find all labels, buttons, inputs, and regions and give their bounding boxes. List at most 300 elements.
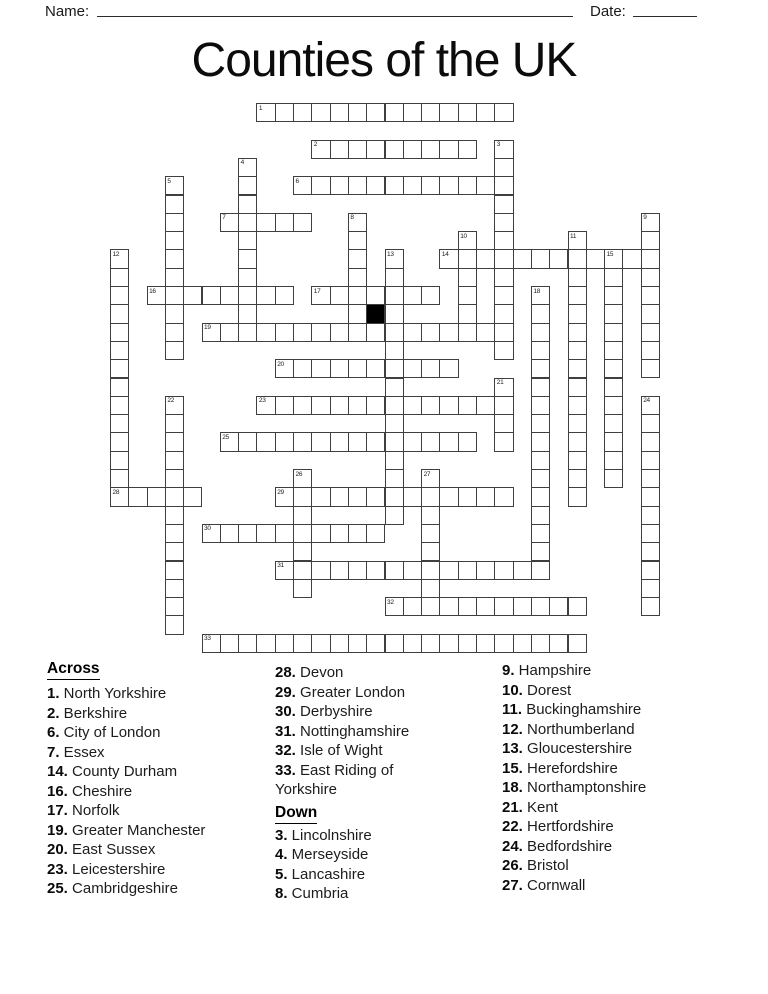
grid-cell[interactable] (421, 103, 440, 122)
grid-cell[interactable] (421, 359, 440, 378)
grid-cell[interactable] (110, 341, 129, 360)
grid-cell[interactable] (256, 213, 275, 232)
grid-cell[interactable] (568, 249, 587, 268)
grid-cell[interactable] (385, 487, 404, 506)
grid-cell[interactable] (385, 323, 404, 342)
grid-cell[interactable] (476, 103, 495, 122)
grid-cell[interactable] (531, 414, 550, 433)
grid-cell[interactable] (110, 323, 129, 342)
grid-cell[interactable] (439, 561, 458, 580)
grid-cell[interactable] (513, 634, 532, 653)
grid-cell[interactable] (421, 506, 440, 525)
grid-cell[interactable] (531, 487, 550, 506)
grid-cell[interactable] (403, 140, 422, 159)
grid-cell[interactable] (275, 432, 294, 451)
grid-cell[interactable] (439, 487, 458, 506)
grid-cell[interactable] (568, 432, 587, 451)
grid-cell[interactable] (476, 249, 495, 268)
grid-cell[interactable] (348, 487, 367, 506)
grid-cell[interactable] (110, 469, 129, 488)
grid-cell[interactable] (275, 323, 294, 342)
grid-cell[interactable] (458, 323, 477, 342)
grid-cell[interactable] (238, 524, 257, 543)
grid-cell[interactable] (604, 341, 623, 360)
grid-cell[interactable] (348, 561, 367, 580)
grid-cell[interactable] (275, 634, 294, 653)
grid-cell[interactable] (421, 597, 440, 616)
grid-cell[interactable] (641, 542, 660, 561)
grid-cell[interactable] (604, 469, 623, 488)
grid-cell[interactable] (202, 634, 221, 653)
grid-cell[interactable] (366, 176, 385, 195)
grid-cell[interactable] (256, 286, 275, 305)
grid-cell[interactable] (256, 524, 275, 543)
grid-cell[interactable] (604, 286, 623, 305)
grid-cell[interactable] (293, 323, 312, 342)
grid-cell[interactable] (385, 414, 404, 433)
grid-cell[interactable] (293, 396, 312, 415)
grid-cell[interactable] (458, 268, 477, 287)
grid-cell[interactable] (238, 432, 257, 451)
grid-cell[interactable] (403, 359, 422, 378)
grid-cell[interactable] (641, 506, 660, 525)
grid-cell[interactable] (348, 231, 367, 250)
grid-cell[interactable] (641, 487, 660, 506)
grid-cell[interactable] (403, 323, 422, 342)
grid-cell[interactable] (458, 286, 477, 305)
grid-cell[interactable] (421, 561, 440, 580)
grid-cell[interactable] (165, 579, 184, 598)
grid-cell[interactable] (513, 597, 532, 616)
grid-cell[interactable] (220, 432, 239, 451)
grid-cell[interactable] (330, 524, 349, 543)
grid-cell[interactable] (293, 579, 312, 598)
grid-cell[interactable] (238, 195, 257, 214)
grid-cell[interactable] (275, 487, 294, 506)
grid-cell[interactable] (275, 396, 294, 415)
grid-cell[interactable] (165, 432, 184, 451)
grid-cell[interactable] (165, 341, 184, 360)
grid-cell[interactable] (439, 249, 458, 268)
grid-cell[interactable] (403, 396, 422, 415)
grid-cell[interactable] (385, 561, 404, 580)
grid-cell[interactable] (238, 213, 257, 232)
grid-cell[interactable] (641, 396, 660, 415)
grid-cell[interactable] (330, 323, 349, 342)
grid-cell[interactable] (604, 432, 623, 451)
grid-cell[interactable] (220, 286, 239, 305)
grid-cell[interactable] (330, 286, 349, 305)
grid-cell[interactable] (311, 561, 330, 580)
grid-cell[interactable] (421, 140, 440, 159)
grid-cell[interactable] (238, 634, 257, 653)
grid-cell[interactable] (330, 634, 349, 653)
grid-cell[interactable] (439, 597, 458, 616)
grid-cell[interactable] (494, 323, 513, 342)
grid-cell[interactable] (311, 487, 330, 506)
grid-cell[interactable] (641, 414, 660, 433)
grid-cell[interactable] (531, 506, 550, 525)
grid-cell[interactable] (366, 286, 385, 305)
grid-cell[interactable] (165, 524, 184, 543)
grid-cell[interactable] (622, 249, 641, 268)
grid-cell[interactable] (421, 176, 440, 195)
grid-cell[interactable] (568, 451, 587, 470)
grid-cell[interactable] (385, 597, 404, 616)
grid-cell[interactable] (220, 213, 239, 232)
grid-cell[interactable] (311, 359, 330, 378)
grid-cell[interactable] (165, 323, 184, 342)
grid-cell[interactable] (641, 432, 660, 451)
grid-cell[interactable] (275, 103, 294, 122)
grid-cell[interactable] (311, 432, 330, 451)
grid-cell[interactable] (458, 432, 477, 451)
grid-cell[interactable] (330, 487, 349, 506)
grid-cell[interactable] (568, 396, 587, 415)
grid-cell[interactable] (494, 597, 513, 616)
grid-cell[interactable] (311, 286, 330, 305)
grid-cell[interactable] (458, 597, 477, 616)
grid-cell[interactable] (531, 396, 550, 415)
grid-cell[interactable] (238, 286, 257, 305)
grid-cell[interactable] (568, 414, 587, 433)
grid-cell[interactable] (494, 341, 513, 360)
grid-cell[interactable] (421, 432, 440, 451)
grid-cell[interactable] (568, 286, 587, 305)
grid-cell[interactable] (311, 176, 330, 195)
grid-cell[interactable] (348, 140, 367, 159)
grid-cell[interactable] (494, 414, 513, 433)
grid-cell[interactable] (366, 561, 385, 580)
grid-cell[interactable] (531, 597, 550, 616)
grid-cell[interactable] (220, 323, 239, 342)
grid-cell[interactable] (311, 140, 330, 159)
grid-cell[interactable] (568, 359, 587, 378)
grid-cell[interactable] (494, 634, 513, 653)
grid-cell[interactable] (641, 213, 660, 232)
grid-cell[interactable] (348, 213, 367, 232)
grid-cell[interactable] (641, 249, 660, 268)
grid-cell[interactable] (147, 286, 166, 305)
grid-cell[interactable] (385, 103, 404, 122)
grid-cell[interactable] (275, 213, 294, 232)
grid-cell[interactable] (165, 414, 184, 433)
grid-cell[interactable] (366, 103, 385, 122)
grid-cell[interactable] (275, 561, 294, 580)
grid-cell[interactable] (256, 323, 275, 342)
grid-cell[interactable] (165, 469, 184, 488)
grid-cell[interactable] (439, 432, 458, 451)
grid-cell[interactable] (439, 103, 458, 122)
grid-cell[interactable] (403, 634, 422, 653)
grid-cell[interactable] (458, 103, 477, 122)
grid-cell[interactable] (604, 304, 623, 323)
grid-cell[interactable] (641, 304, 660, 323)
grid-cell[interactable] (220, 634, 239, 653)
grid-cell[interactable] (165, 487, 184, 506)
grid-cell[interactable] (293, 487, 312, 506)
grid-cell[interactable] (366, 359, 385, 378)
grid-cell[interactable] (385, 286, 404, 305)
grid-cell[interactable] (238, 304, 257, 323)
grid-cell[interactable] (128, 487, 147, 506)
grid-cell[interactable] (311, 634, 330, 653)
grid-cell[interactable] (476, 561, 495, 580)
grid-cell[interactable] (641, 451, 660, 470)
grid-cell[interactable] (421, 286, 440, 305)
grid-cell[interactable] (348, 286, 367, 305)
grid-cell[interactable] (110, 286, 129, 305)
grid-cell[interactable] (604, 414, 623, 433)
grid-cell[interactable] (568, 378, 587, 397)
grid-cell[interactable] (568, 487, 587, 506)
grid-cell[interactable] (238, 249, 257, 268)
grid-cell[interactable] (531, 432, 550, 451)
grid-cell[interactable] (513, 249, 532, 268)
date-input-line[interactable] (633, 1, 697, 17)
grid-cell[interactable] (165, 176, 184, 195)
grid-cell[interactable] (458, 304, 477, 323)
grid-cell[interactable] (385, 304, 404, 323)
grid-cell[interactable] (476, 323, 495, 342)
grid-cell[interactable] (531, 286, 550, 305)
grid-cell[interactable] (256, 103, 275, 122)
grid-cell[interactable] (293, 524, 312, 543)
grid-cell[interactable] (421, 634, 440, 653)
name-input-line[interactable] (97, 1, 573, 17)
grid-cell[interactable] (568, 231, 587, 250)
grid-cell[interactable] (275, 524, 294, 543)
grid-cell[interactable] (531, 634, 550, 653)
grid-cell[interactable] (366, 634, 385, 653)
grid-cell[interactable] (165, 542, 184, 561)
grid-cell[interactable] (458, 176, 477, 195)
grid-cell[interactable] (568, 597, 587, 616)
grid-cell[interactable] (403, 103, 422, 122)
grid-cell[interactable] (348, 524, 367, 543)
grid-cell[interactable] (293, 103, 312, 122)
grid-cell[interactable] (293, 432, 312, 451)
grid-cell[interactable] (330, 103, 349, 122)
grid-cell[interactable] (165, 304, 184, 323)
grid-cell[interactable] (110, 414, 129, 433)
grid-cell[interactable] (641, 579, 660, 598)
grid-cell[interactable] (531, 451, 550, 470)
grid-cell[interactable] (311, 524, 330, 543)
grid-cell[interactable] (311, 323, 330, 342)
grid-cell[interactable] (494, 432, 513, 451)
grid-cell[interactable] (366, 323, 385, 342)
grid-cell[interactable] (330, 432, 349, 451)
grid-cell[interactable] (165, 249, 184, 268)
grid-cell[interactable] (293, 506, 312, 525)
grid-cell[interactable] (604, 323, 623, 342)
grid-cell[interactable] (238, 176, 257, 195)
grid-cell[interactable] (385, 268, 404, 287)
grid-cell[interactable] (238, 323, 257, 342)
grid-cell[interactable] (568, 323, 587, 342)
grid-cell[interactable] (385, 378, 404, 397)
grid-cell[interactable] (110, 249, 129, 268)
grid-cell[interactable] (183, 286, 202, 305)
grid-cell[interactable] (385, 140, 404, 159)
grid-cell[interactable] (494, 561, 513, 580)
grid-cell[interactable] (238, 231, 257, 250)
grid-cell[interactable] (494, 304, 513, 323)
grid-cell[interactable] (311, 396, 330, 415)
grid-cell[interactable] (110, 359, 129, 378)
grid-cell[interactable] (604, 451, 623, 470)
grid-cell[interactable] (110, 378, 129, 397)
grid-cell[interactable] (366, 432, 385, 451)
grid-cell[interactable] (439, 396, 458, 415)
grid-cell[interactable] (293, 359, 312, 378)
grid-cell[interactable] (439, 176, 458, 195)
grid-cell[interactable] (421, 542, 440, 561)
grid-cell[interactable] (110, 268, 129, 287)
grid-cell[interactable] (421, 524, 440, 543)
grid-cell[interactable] (476, 396, 495, 415)
grid-cell[interactable] (641, 323, 660, 342)
grid-cell[interactable] (293, 176, 312, 195)
grid-cell[interactable] (348, 359, 367, 378)
grid-cell[interactable] (421, 469, 440, 488)
grid-cell[interactable] (403, 597, 422, 616)
grid-cell[interactable] (165, 451, 184, 470)
grid-cell[interactable] (421, 323, 440, 342)
grid-cell[interactable] (439, 359, 458, 378)
grid-cell[interactable] (494, 268, 513, 287)
grid-cell[interactable] (458, 140, 477, 159)
grid-cell[interactable] (330, 359, 349, 378)
grid-cell[interactable] (366, 396, 385, 415)
grid-cell[interactable] (403, 286, 422, 305)
grid-cell[interactable] (531, 323, 550, 342)
grid-cell[interactable] (293, 561, 312, 580)
grid-cell[interactable] (568, 469, 587, 488)
grid-cell[interactable] (458, 231, 477, 250)
grid-cell[interactable] (385, 249, 404, 268)
grid-cell[interactable] (531, 524, 550, 543)
grid-cell[interactable] (110, 451, 129, 470)
grid-cell[interactable] (568, 341, 587, 360)
grid-cell[interactable] (330, 561, 349, 580)
grid-cell[interactable] (403, 432, 422, 451)
grid-cell[interactable] (494, 249, 513, 268)
grid-cell[interactable] (238, 158, 257, 177)
grid-cell[interactable] (476, 597, 495, 616)
grid-cell[interactable] (311, 103, 330, 122)
grid-cell[interactable] (165, 213, 184, 232)
grid-cell[interactable] (494, 286, 513, 305)
grid-cell[interactable] (348, 176, 367, 195)
grid-cell[interactable] (147, 487, 166, 506)
grid-cell[interactable] (348, 432, 367, 451)
grid-cell[interactable] (641, 524, 660, 543)
grid-cell[interactable] (604, 378, 623, 397)
grid-cell[interactable] (202, 286, 221, 305)
grid-cell[interactable] (385, 359, 404, 378)
grid-cell[interactable] (348, 304, 367, 323)
grid-cell[interactable] (366, 487, 385, 506)
grid-cell[interactable] (330, 176, 349, 195)
grid-cell[interactable] (549, 634, 568, 653)
grid-cell[interactable] (494, 213, 513, 232)
grid-cell[interactable] (202, 524, 221, 543)
grid-cell[interactable] (549, 597, 568, 616)
grid-cell[interactable] (202, 323, 221, 342)
grid-cell[interactable] (531, 304, 550, 323)
grid-cell[interactable] (165, 561, 184, 580)
grid-cell[interactable] (385, 634, 404, 653)
grid-cell[interactable] (256, 396, 275, 415)
grid-cell[interactable] (458, 396, 477, 415)
grid-cell[interactable] (476, 487, 495, 506)
grid-cell[interactable] (604, 268, 623, 287)
grid-cell[interactable] (385, 396, 404, 415)
grid-cell[interactable] (293, 634, 312, 653)
grid-cell[interactable] (165, 597, 184, 616)
grid-cell[interactable] (385, 469, 404, 488)
grid-cell[interactable] (165, 506, 184, 525)
grid-cell[interactable] (330, 396, 349, 415)
grid-cell[interactable] (385, 341, 404, 360)
grid-cell[interactable] (165, 231, 184, 250)
grid-cell[interactable] (165, 286, 184, 305)
grid-cell[interactable] (586, 249, 605, 268)
grid-cell[interactable] (458, 634, 477, 653)
grid-cell[interactable] (165, 268, 184, 287)
grid-cell[interactable] (494, 140, 513, 159)
grid-cell[interactable] (348, 634, 367, 653)
grid-cell[interactable] (494, 396, 513, 415)
grid-cell[interactable] (439, 140, 458, 159)
grid-cell[interactable] (165, 396, 184, 415)
grid-cell[interactable] (385, 506, 404, 525)
grid-cell[interactable] (494, 103, 513, 122)
grid-cell[interactable] (531, 249, 550, 268)
grid-cell[interactable] (256, 432, 275, 451)
grid-cell[interactable] (494, 487, 513, 506)
grid-cell[interactable] (604, 249, 623, 268)
grid-cell[interactable] (458, 561, 477, 580)
grid-cell[interactable] (476, 176, 495, 195)
grid-cell[interactable] (641, 341, 660, 360)
grid-cell[interactable] (531, 341, 550, 360)
grid-cell[interactable] (531, 469, 550, 488)
grid-cell[interactable] (330, 140, 349, 159)
grid-cell[interactable] (641, 561, 660, 580)
grid-cell[interactable] (348, 103, 367, 122)
grid-cell[interactable] (165, 195, 184, 214)
grid-cell[interactable] (348, 323, 367, 342)
grid-cell[interactable] (348, 268, 367, 287)
grid-cell[interactable] (110, 487, 129, 506)
grid-cell[interactable] (110, 396, 129, 415)
grid-cell[interactable] (385, 176, 404, 195)
grid-cell[interactable] (568, 268, 587, 287)
grid-cell[interactable] (439, 323, 458, 342)
grid-cell[interactable] (549, 249, 568, 268)
grid-cell[interactable] (476, 634, 495, 653)
grid-cell[interactable] (366, 140, 385, 159)
grid-cell[interactable] (421, 396, 440, 415)
grid-cell[interactable] (439, 634, 458, 653)
grid-cell[interactable] (165, 615, 184, 634)
grid-cell[interactable] (604, 396, 623, 415)
grid-cell[interactable] (403, 487, 422, 506)
grid-cell[interactable] (421, 487, 440, 506)
